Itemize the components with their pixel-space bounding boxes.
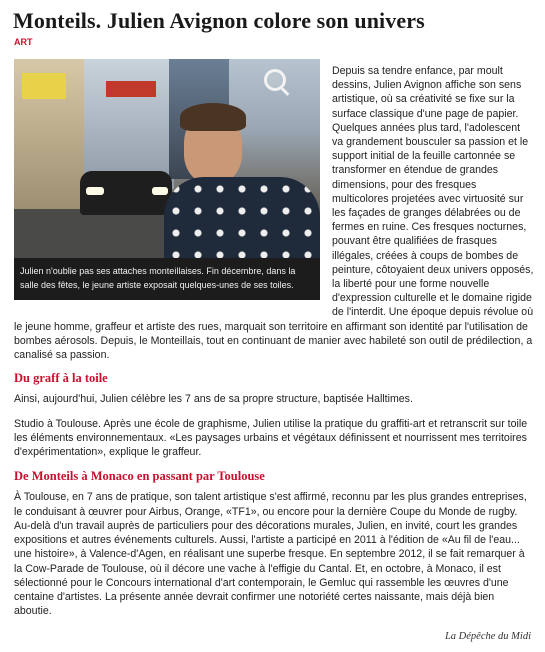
article-title: Monteils. Julien Avignon colore son univers	[13, 8, 425, 33]
section-heading: De Monteils à Monaco en passant par Toulouse	[14, 469, 265, 484]
article-rubric: ART	[14, 37, 33, 47]
article-intro: Depuis sa tendre enfance, par moult dessins, Julien Avignon affiche son sens artistique, où sa créativité se fixe sur la surface classique d'une page de papier. Quelques années plus tard, l'adolescent va grandement bousculer sa passion et le support initial de la feuille cartonnée se transformer en étendue de grandes dimensions, pour des fresques multicolores projetées avec virtuosité sur les façades de granges délabrées ou de fermes en ruine. Ces fresques nocturnes, pouvant être qualifiées de frasques illégales, créées à coups de bombes de peinture, côtoyaient deux univers opposés, la liberté pour une forme nouvelle d'expression culturelle et le domaine rigide de l'interdit. Une époque depuis révolue où le jeune homme, graffeur et artiste des rues, marquait son territoire en affirmant son identité par l'utilisation de bombes aérosols. Depuis, le Monteillais, tout en continuant de manier avec habileté son outil de prédilection, a canalisé sa passion.	[14, 65, 534, 362]
photo-caption: Julien n'oublie pas ses attaches monteillaises. Fin décembre, dans la salle des fêtes, le jeune artiste exposait quelques-unes de ses toiles.	[14, 258, 320, 300]
article-body	[14, 64, 534, 628]
article-paragraph: À Toulouse, en 7 ans de pratique, son talent artistique s'est affirmé, reconnu par les plus grandes entreprises, le conduisant à œuvrer pour Airbus, Orange, «TF1», ou encore pour la dernière Coupe du Monde de rugby. Au-delà d'un travail auprès de particuliers pour des décorations murales, Julien, en invité, court les grandes expositions et autres événements culturels. Aussi, l'artiste a participé en 2011 à l'édition de «Au fil de l'eau... une histoire», à Valence-d'Agen, en réalisant une superbe fresque. En septembre 2012, il se fait remarquer à la Cow-Parade de Toulouse, où il décore une vache à l'effigie du Cantal. Et, en octobre, à Monaco, il est sélectionné pour le Concours international d'art contemporain, le Gemluc qui rassemble les œuvres d'une centaine d'artistes. La présente année devrait confirmer une notoriété certes naissante, mais déjà bien aboutie.	[14, 491, 527, 618]
article-paragraph: Ainsi, aujourd'hui, Julien célèbre les 7 ans de sa propre structure, baptisée Halltimes.	[14, 393, 413, 406]
article-paragraph: Studio à Toulouse. Après une école de graphisme, Julien utilise la pratique du graffiti-art et retranscrit sur toile les éléments environnementaux. «Les paysages urbains et végétaux définissent et nourrissent mes territoires d'expérimentation», explique le graffeur.	[14, 417, 528, 459]
article-source: La Dépêche du Midi	[444, 631, 531, 642]
photo-spacer	[14, 64, 320, 317]
section-heading: Du graff à la toile	[14, 371, 108, 386]
